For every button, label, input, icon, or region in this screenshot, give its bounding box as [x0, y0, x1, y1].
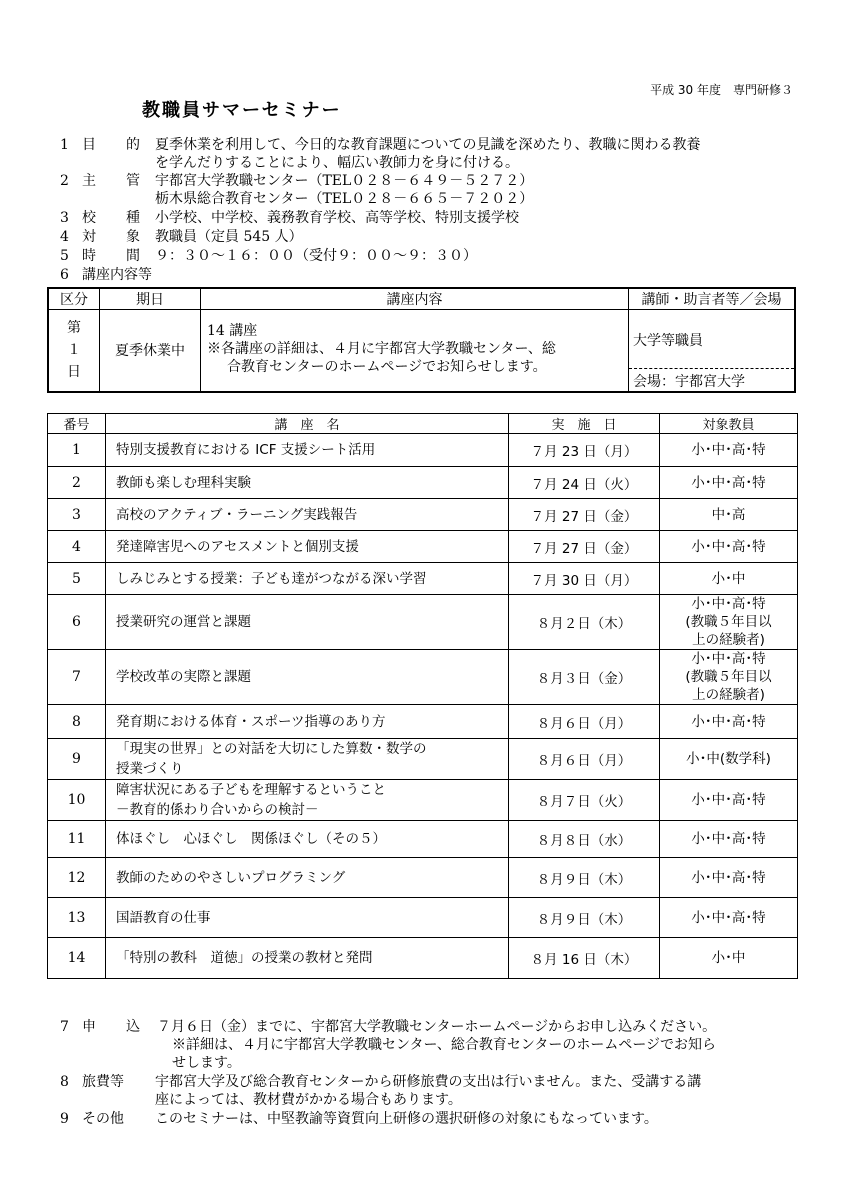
- course-title: 特別支援教育における ICF 支援シート活用: [106, 434, 509, 467]
- row-number: 5: [48, 563, 106, 595]
- schedule-header-date: 実 施 日: [509, 414, 660, 434]
- item-number: 2: [60, 173, 69, 189]
- row-number: 4: [48, 531, 106, 563]
- course-title: 国語教育の仕事: [106, 898, 509, 938]
- course-title: 発達障害児へのアセスメントと個別支援: [106, 531, 509, 563]
- course-date: ８月９日（木）: [509, 898, 660, 938]
- course-title: しみじみとする授業：子ども達がつながる深い学習: [106, 563, 509, 595]
- overview-header-lecturer: 講師・助言者等／会場: [629, 288, 796, 310]
- table-row: [48, 821, 798, 858]
- item-number: 3: [60, 210, 69, 226]
- table-row: [48, 858, 798, 898]
- item-number: 4: [60, 229, 69, 245]
- item-label: 対 象: [82, 229, 148, 245]
- course-target: 小･中･高･特: [660, 467, 798, 499]
- item-label: その他: [82, 1111, 124, 1127]
- course-target: 小･中･高･特: [660, 434, 798, 467]
- table-row: [48, 780, 798, 821]
- footer-item: [60, 1110, 150, 1128]
- course-target: 小･中: [660, 938, 798, 979]
- item-label: 旅費等: [82, 1074, 124, 1090]
- course-target: 小･中･高･特 (教職５年目以 上の経験者): [660, 595, 798, 650]
- table-row: [48, 499, 798, 531]
- outline-item: [60, 266, 150, 284]
- outline-item: [60, 136, 150, 154]
- course-date: ８月 16 日（木）: [509, 938, 660, 979]
- course-target: 小･中･高･特: [660, 780, 798, 821]
- table-row: [48, 650, 798, 705]
- item-content-line: 小学校、中学校、義務教育学校、高等学校、特別支援学校: [155, 210, 519, 226]
- item-content-line: 栃木県総合教育センター（TEL０２８－６６５－７２０２）: [155, 191, 534, 207]
- course-target: 小･中･高･特: [660, 821, 798, 858]
- outline-item: [60, 228, 150, 246]
- item-content-line: 教職員（定員 545 人）: [155, 229, 303, 245]
- table-row: [48, 938, 798, 979]
- schedule-header-target: 対象教員: [660, 414, 798, 434]
- row-number: 2: [48, 467, 106, 499]
- row-number: 13: [48, 898, 106, 938]
- row-number: 6: [48, 595, 106, 650]
- item-content-line: ９：３０～１６：００（受付９：００～９：３０）: [155, 248, 477, 264]
- table-row: [48, 739, 798, 780]
- course-title: 「特別の教科 道徳」の授業の教材と発問: [106, 938, 509, 979]
- overview-kubun: 第 １ 日: [48, 310, 100, 392]
- course-target: 小･中(数学科): [660, 739, 798, 780]
- course-title: 学校改革の実際と課題: [106, 650, 509, 705]
- course-date: ８月７日（火）: [509, 780, 660, 821]
- course-title: 体ほぐし 心ほぐし 関係ほぐし（その５）: [106, 821, 509, 858]
- footer-content-line: ※詳細は、４月に宇都宮大学教職センター、総合教育センターのホームページでお知ら: [172, 1037, 717, 1053]
- item-label: 時 間: [82, 248, 148, 264]
- item-content-line: 宇都宮大学教職センター（TEL０２８－６４９－５２７２）: [155, 173, 534, 189]
- item-label: 主 管: [82, 173, 148, 189]
- course-date: ７月 27 日（金）: [509, 531, 660, 563]
- course-date: ７月 24 日（火）: [509, 467, 660, 499]
- overview-lecturer: 大学等職員 会場：宇都宮大学: [629, 310, 796, 392]
- schedule-header-no: 番号: [48, 414, 106, 434]
- overview-date: 夏季休業中: [100, 310, 201, 392]
- footer-item: [60, 1073, 150, 1091]
- course-title: 教師のためのやさしいプログラミング: [106, 858, 509, 898]
- course-target: 小･中･高･特: [660, 705, 798, 739]
- row-number: 8: [48, 705, 106, 739]
- course-date: ８月９日（木）: [509, 858, 660, 898]
- row-number: 9: [48, 739, 106, 780]
- page-title: 教職員サマーセミナー: [142, 100, 342, 121]
- schedule-header-title: 講 座 名: [106, 414, 509, 434]
- outline-item: [60, 247, 150, 265]
- course-date: ７月 27 日（金）: [509, 499, 660, 531]
- footer-content-line: 宇都宮大学及び総合教育センターから研修旅費の支出は行いません。また、受講する講: [155, 1074, 702, 1090]
- item-label: 講座内容等: [82, 267, 152, 283]
- row-number: 3: [48, 499, 106, 531]
- table-row: [48, 563, 798, 595]
- item-label: 目 的: [82, 137, 148, 153]
- row-number: 7: [48, 650, 106, 705]
- course-target: 小･中･高･特: [660, 858, 798, 898]
- overview-venue: 会場：宇都宮大学: [629, 368, 794, 390]
- course-date: ８月８日（水）: [509, 821, 660, 858]
- row-number: 11: [48, 821, 106, 858]
- overview-table: [47, 287, 796, 393]
- course-date: ８月６日（月）: [509, 739, 660, 780]
- footer-content-line: このセミナーは、中堅教諭等資質向上研修の選択研修の対象にもなっています。: [155, 1111, 658, 1127]
- item-number: 1: [60, 137, 69, 153]
- item-label: 申 込: [82, 1019, 148, 1035]
- footer-content-line: 座によっては、教材費がかかる場合もあります。: [155, 1092, 462, 1108]
- course-title: 「現実の世界」との対話を大切にした算数・数学の 授業づくり: [106, 739, 509, 780]
- course-title: 教師も楽しむ理科実験: [106, 467, 509, 499]
- document-code: 平成 30 年度 専門研修３: [650, 83, 793, 97]
- course-target: 小･中･高･特: [660, 531, 798, 563]
- course-title: 高校のアクティブ・ラーニング実践報告: [106, 499, 509, 531]
- table-row: [48, 705, 798, 739]
- course-title: 障害状況にある子どもを理解するということ －教育的係わり合いからの検討－: [106, 780, 509, 821]
- table-row: [48, 595, 798, 650]
- table-row: [48, 898, 798, 938]
- course-date: ７月 30 日（月）: [509, 563, 660, 595]
- outline-item: [60, 172, 150, 190]
- course-date: ７月 23 日（月）: [509, 434, 660, 467]
- overview-header-kubun: 区分: [48, 288, 100, 310]
- table-row: [48, 467, 798, 499]
- footer-item: [60, 1018, 150, 1036]
- course-date: ８月６日（月）: [509, 705, 660, 739]
- overview-content: 14 講座 ※各講座の詳細は、４月に宇都宮大学教職センター、総 合教育センターのホームページでお知らせします。: [201, 310, 629, 392]
- overview-header-date: 期日: [100, 288, 201, 310]
- footer-content-line: せします。: [172, 1055, 241, 1071]
- item-number: 5: [60, 248, 69, 264]
- table-row: [48, 531, 798, 563]
- course-target: 中･高: [660, 499, 798, 531]
- table-row: [48, 434, 798, 467]
- schedule-table: [47, 413, 798, 979]
- course-date: ８月３日（金）: [509, 650, 660, 705]
- item-number: 6: [60, 267, 69, 283]
- row-number: 1: [48, 434, 106, 467]
- course-target: 小･中･高･特 (教職５年目以 上の経験者): [660, 650, 798, 705]
- course-date: ８月２日（木）: [509, 595, 660, 650]
- item-number: 7: [60, 1019, 69, 1035]
- item-content-line: 夏季休業を利用して、今日的な教育課題についての見識を深めたり、教職に関わる教養: [155, 137, 701, 153]
- row-number: 12: [48, 858, 106, 898]
- item-content-line: を学んだりすることにより、幅広い教師力を身に付ける。: [155, 155, 519, 171]
- item-number: 9: [60, 1111, 69, 1127]
- course-target: 小･中: [660, 563, 798, 595]
- row-number: 14: [48, 938, 106, 979]
- course-title: 授業研究の運営と課題: [106, 595, 509, 650]
- course-target: 小･中･高･特: [660, 898, 798, 938]
- item-label: 校 種: [82, 210, 148, 226]
- course-title: 発育期における体育・スポーツ指導のあり方: [106, 705, 509, 739]
- outline-item: [60, 209, 150, 227]
- footer-content-line: ７月６日（金）までに、宇都宮大学教職センターホームページからお申し込みください。: [157, 1019, 717, 1035]
- item-number: 8: [60, 1074, 69, 1090]
- overview-header-content: 講座内容: [201, 288, 629, 310]
- row-number: 10: [48, 780, 106, 821]
